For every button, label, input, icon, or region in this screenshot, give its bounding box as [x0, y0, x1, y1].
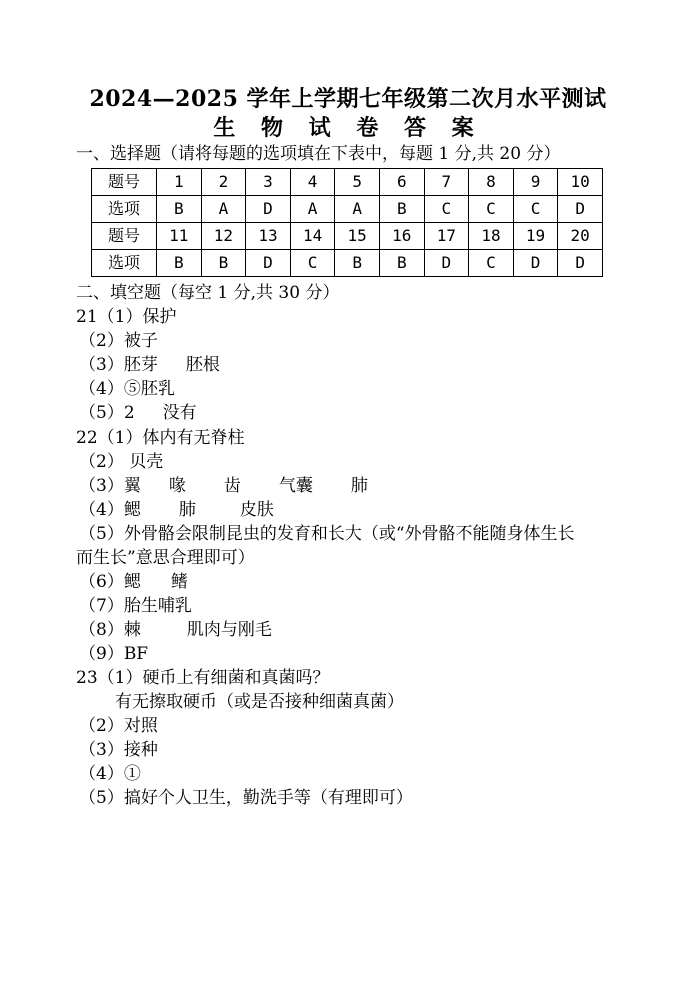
q22-part5-line1: （5）外骨骼会限制昆虫的发育和长大（或“外骨骼不能随身体生长: [79, 524, 575, 544]
q23-part3: （3）接种: [79, 740, 158, 760]
question-number: 6: [379, 169, 424, 196]
answer-cell: D: [424, 250, 469, 277]
q22-part1: 22（1）体内有无脊柱: [76, 428, 245, 448]
answer-cell: B: [201, 250, 246, 277]
answer-text: （3）翼: [79, 476, 141, 496]
q22-part3: [79, 474, 368, 498]
answer-cell: C: [290, 250, 335, 277]
question-number: 15: [335, 223, 380, 250]
answer-table: [91, 168, 603, 277]
answer-cell: D: [558, 196, 603, 223]
answer-cell: D: [246, 250, 291, 277]
q21-part1: 21（1）保护: [76, 307, 177, 327]
answer-text: 皮肤: [239, 500, 274, 520]
answer-text: 鳍: [170, 572, 188, 592]
q21-part4: （4）⑤胚乳: [79, 379, 175, 399]
answer-text: 胚根: [185, 355, 220, 375]
answer-cell: B: [157, 250, 202, 277]
question-number: 18: [469, 223, 514, 250]
q22-part7: （7）胎生哺乳: [79, 596, 192, 616]
answer-cell: B: [335, 250, 380, 277]
q23-part1: 23（1）硬币上有细菌和真菌吗？: [76, 668, 330, 688]
q23-part5: （5）搞好个人卫生，勤洗手等（有理即可）: [79, 788, 413, 808]
q22-part5-line2: 而生长”意思合理即可）: [76, 548, 255, 568]
question-number: 11: [157, 223, 202, 250]
section1-heading: 一、选择题（请将每题的选项填在下表中，每题 1 分,共 20 分）: [76, 144, 561, 164]
table-row: [92, 223, 603, 250]
answer-text: 肺: [178, 500, 196, 520]
table-row: [92, 250, 603, 277]
question-number: 20: [558, 223, 603, 250]
q22-part8: [79, 618, 272, 642]
answer-cell: C: [469, 250, 514, 277]
question-number: 10: [558, 169, 603, 196]
answer-text: （6）鳃: [79, 572, 141, 592]
q23-part4: （4）①: [79, 764, 141, 784]
question-number: 8: [469, 169, 514, 196]
section2-heading: 二、填空题（每空 1 分,共 30 分）: [76, 283, 340, 303]
row-label-answer: 选项: [92, 250, 157, 277]
question-number: 16: [379, 223, 424, 250]
question-number: 14: [290, 223, 335, 250]
q22-part4: [79, 498, 274, 522]
q23-part1-variable: 有无擦取硬币（或是否接种细菌真菌）: [115, 692, 404, 712]
question-number: 9: [513, 169, 558, 196]
answer-text: 没有: [162, 403, 197, 423]
answer-text: （8）棘: [79, 620, 141, 640]
q21-part2: （2）被子: [79, 331, 158, 351]
answer-cell: B: [157, 196, 202, 223]
answer-text: （5）2: [79, 403, 135, 423]
answer-cell: C: [424, 196, 469, 223]
answer-cell: C: [513, 196, 558, 223]
answer-text: 肺: [350, 476, 368, 496]
answer-cell: B: [379, 196, 424, 223]
q22-part9: （9）BF: [79, 644, 149, 664]
q22-part2: （2） 贝壳: [79, 452, 164, 472]
q21-part3: [79, 353, 220, 377]
answer-text: （3）胚芽: [79, 355, 158, 375]
answer-text: 气囊: [278, 476, 313, 496]
answer-text: 喙: [168, 476, 186, 496]
q22-part6: [79, 570, 188, 594]
question-number: 4: [290, 169, 335, 196]
answer-cell: B: [379, 250, 424, 277]
question-number: 7: [424, 169, 469, 196]
answer-cell: A: [290, 196, 335, 223]
answer-cell: D: [246, 196, 291, 223]
question-number: 19: [513, 223, 558, 250]
row-label-answer: 选项: [92, 196, 157, 223]
table-row: [92, 196, 603, 223]
question-number: 13: [246, 223, 291, 250]
answer-text: （4）鳃: [79, 500, 141, 520]
row-label-question: 题号: [92, 223, 157, 250]
question-number: 17: [424, 223, 469, 250]
answer-cell: C: [469, 196, 514, 223]
question-number: 2: [201, 169, 246, 196]
table-row: [92, 169, 603, 196]
answer-cell: D: [513, 250, 558, 277]
question-number: 1: [157, 169, 202, 196]
answer-cell: A: [335, 196, 380, 223]
q23-part2: （2）对照: [79, 716, 158, 736]
row-label-question: 题号: [92, 169, 157, 196]
answer-text: 齿: [223, 476, 241, 496]
exam-title: 2024—2025 学年上学期七年级第二次月水平测试: [89, 86, 607, 112]
exam-subtitle: 生 物 试 卷 答 案: [213, 115, 483, 141]
answer-cell: A: [201, 196, 246, 223]
question-number: 5: [335, 169, 380, 196]
question-number: 12: [201, 223, 246, 250]
q21-part5: [79, 401, 197, 425]
answer-text: 肌肉与刚毛: [186, 620, 272, 640]
answer-cell: D: [558, 250, 603, 277]
question-number: 3: [246, 169, 291, 196]
